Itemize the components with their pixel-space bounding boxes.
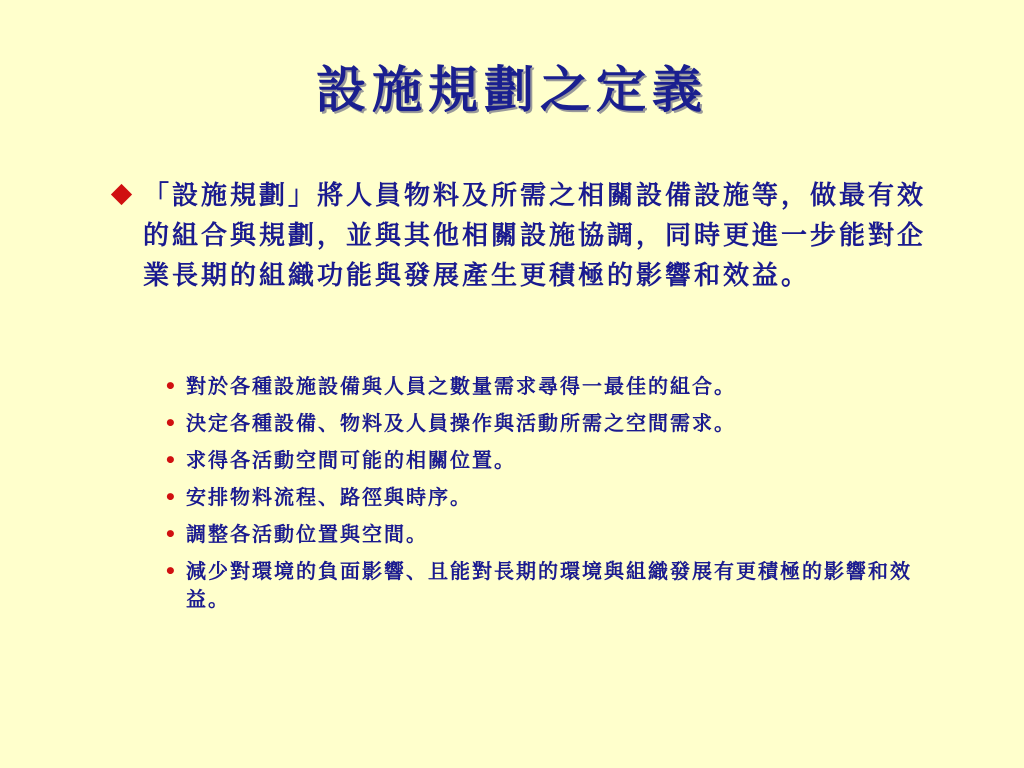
main-point [110,176,940,296]
dot-bullet-icon: • [164,448,179,472]
sub-point-item [164,372,944,400]
diamond-bullet-icon [111,184,132,205]
sub-point-text: 求得各活動空間可能的相關位置。 [186,448,516,472]
slide-title: 設施規劃之定義 [316,60,708,119]
sub-point-item [164,409,944,437]
sub-point-text: 調整各活動位置與空間。 [186,522,428,546]
sub-point-text: 減少對環境的負面影響、且能對長期的環境與組織發展有更積極的影響和效益。 [186,559,912,611]
sub-point-text: 決定各種設備、物料及人員操作與活動所需之空間需求。 [186,411,736,435]
sub-point-item [164,483,944,511]
dot-bullet-icon: • [164,559,179,583]
dot-bullet-icon: • [164,522,179,546]
sub-point-text: 對於各種設施設備與人員之數量需求尋得一最佳的組合。 [186,374,736,398]
sub-point-item [164,446,944,474]
sub-point-item [164,520,944,548]
main-point-text: 「設施規劃」將人員物料及所需之相關設備設施等，做最有效的組合與規劃，並與其他相關設施協調，同時更進一步能對企業長期的組織功能與發展產生更積極的影響和效益。 [143,181,927,291]
sub-point-list [164,372,944,622]
sub-point-item [164,557,944,613]
dot-bullet-icon: • [164,485,179,509]
dot-bullet-icon: • [164,411,179,435]
dot-bullet-icon: • [164,374,179,398]
sub-point-text: 安排物料流程、路徑與時序。 [186,485,472,509]
